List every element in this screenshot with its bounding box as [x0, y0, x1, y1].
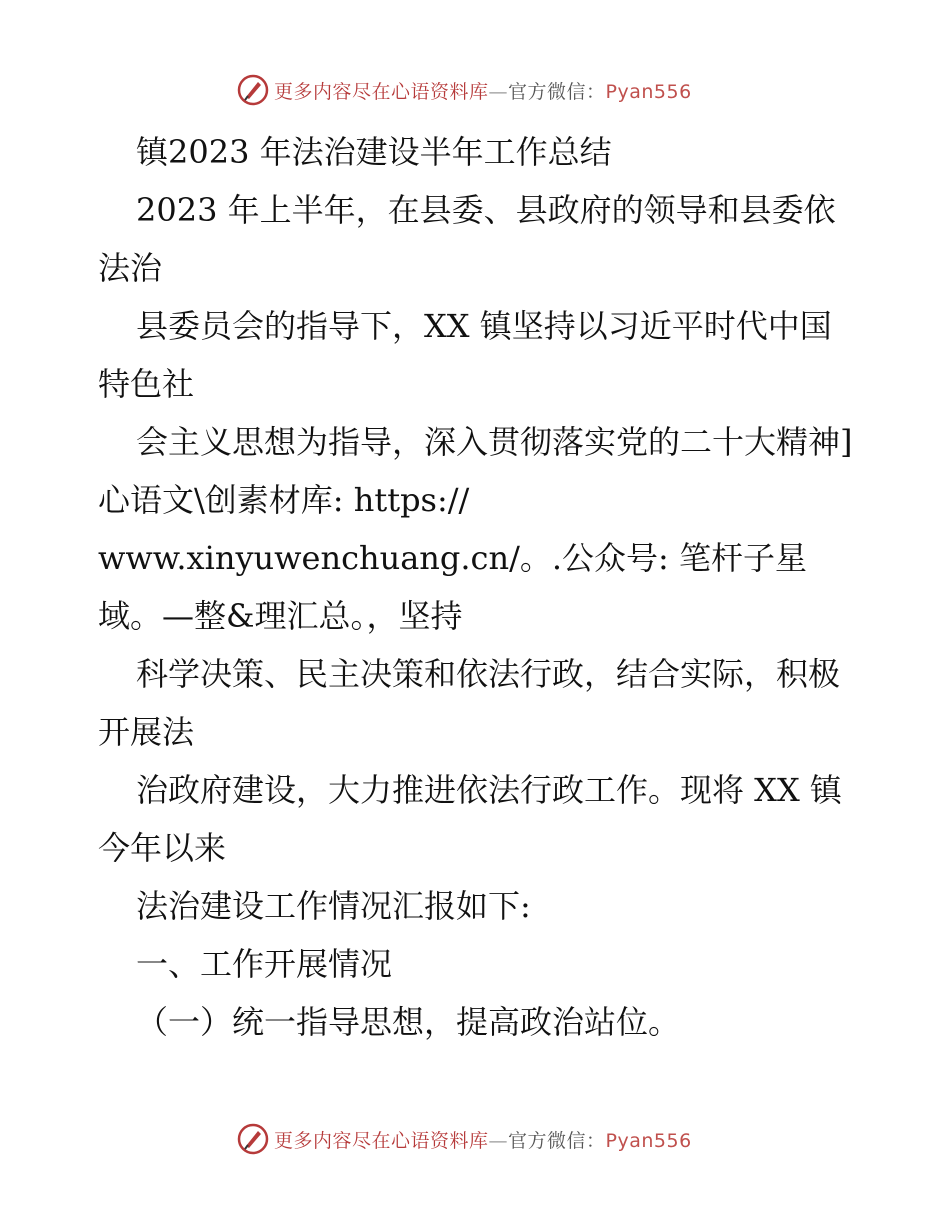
paragraph-line: www.xinyuwenchuang.cn/。.公众号: 笔杆子星域。—整&理汇总。，坚持: [98, 539, 807, 635]
watermark-footer[interactable]: [236, 1121, 692, 1157]
paragraph-line: 会主义思想为指导，深入贯彻落实党的二十大精神]心语文\创素材库: https://: [98, 423, 853, 519]
watermark-wechat-label: 官方微信：: [508, 80, 606, 103]
section-heading: 一、工作开展情况: [136, 945, 393, 983]
paragraph-line: 县委员会的指导下，XX 镇坚持以习近平时代中国特色社: [98, 307, 832, 403]
watermark-dash: —: [488, 1129, 509, 1152]
paragraph-line: 治政府建设，大力推进依法行政工作。现将 XX 镇今年以来: [98, 771, 842, 867]
document-title: 镇2023 年法治建设半年工作总结: [136, 133, 612, 171]
watermark-brand-text: 更多内容尽在心语资料库: [274, 80, 489, 103]
subsection-heading: （一）统一指导思想，提高政治站位。: [136, 1003, 681, 1041]
paragraph-line: 2023 年上半年，在县委、县政府的领导和县委依法治: [98, 191, 836, 287]
watermark-wechat-label: 官方微信：: [508, 1129, 606, 1152]
watermark-wechat-id: Pyan556: [605, 80, 692, 103]
paragraph-line: 法治建设工作情况汇报如下:: [136, 887, 531, 925]
paragraph-line: 科学决策、民主决策和依法行政，结合实际，积极开展法: [98, 655, 841, 751]
watermark-wechat-id: Pyan556: [605, 1129, 692, 1152]
watermark-brand-text: 更多内容尽在心语资料库: [274, 1129, 489, 1152]
watermark-header[interactable]: [236, 72, 692, 108]
watermark-dash: —: [488, 80, 509, 103]
quill-circle-icon: [236, 1122, 270, 1156]
quill-circle-icon: [236, 73, 270, 107]
document-body: [98, 123, 858, 1051]
